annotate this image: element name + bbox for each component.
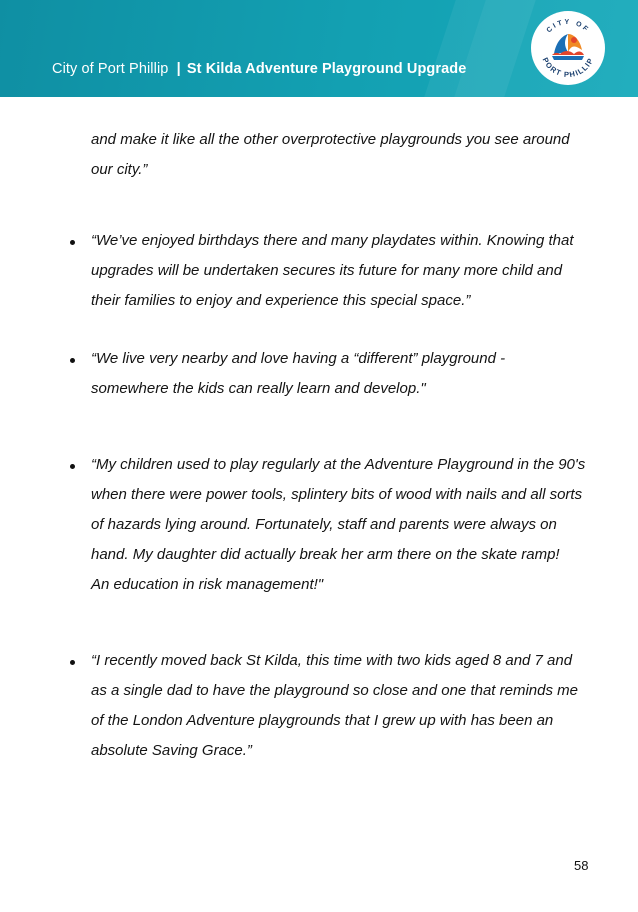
- quote-line: hand. My daughter did actually break her arm there on the skate ramp!: [91, 546, 560, 563]
- logo-text-top: CITY OF: [545, 18, 591, 35]
- quote-item: [91, 450, 591, 600]
- project-title: St Kilda Adventure Playground Upgrade: [186, 61, 467, 77]
- quote-line: “We live very nearby and love having a “different” playground -: [91, 350, 506, 367]
- quote-line: our city.”: [91, 161, 148, 178]
- title-separator: |: [176, 61, 181, 77]
- page-number: 58: [574, 858, 589, 873]
- page-header: [0, 0, 638, 97]
- quote-line: when there were power tools, splintery bits of wood with nails and all sorts: [91, 486, 583, 503]
- quote-line: somewhere the kids can really learn and develop.": [91, 380, 426, 397]
- org-name: City of Port Phillip: [52, 61, 169, 77]
- bullet-icon: [70, 660, 75, 665]
- quote-line: “I recently moved back St Kilda, this time with two kids aged 8 and 7 and: [91, 652, 573, 669]
- quote-line: “My children used to play regularly at the Adventure Playground in the 90's: [91, 456, 586, 473]
- bullet-icon: [70, 358, 75, 363]
- city-of-port-phillip-logo: [530, 10, 606, 86]
- quote-line: absolute Saving Grace.”: [91, 742, 252, 759]
- quote-item: [91, 646, 591, 766]
- quote-item: [91, 344, 591, 404]
- header-title: [52, 61, 466, 77]
- quote-line: upgrades will be undertaken secures its future for many more child and: [91, 262, 563, 279]
- quote-line: of hazards lying around. Fortunately, staff and parents were always on: [91, 516, 557, 533]
- quote-line: An education in risk management!": [91, 576, 324, 593]
- quote-line: of the London Adventure playgrounds that I grew up with has been an: [91, 712, 554, 729]
- logo-text-bottom: PORT PHILLIP: [540, 56, 596, 80]
- quote-line: “We’ve enjoyed birthdays there and many playdates within. Knowing that: [91, 232, 574, 249]
- quote-line: their families to enjoy and experience this special space.”: [91, 292, 471, 309]
- quote-continuation: [91, 125, 591, 185]
- quote-line: and make it like all the other overprotective playgrounds you see around: [91, 131, 570, 148]
- quote-line: as a single dad to have the playground so close and one that reminds me: [91, 682, 578, 699]
- bullet-icon: [70, 464, 75, 469]
- bullet-icon: [70, 240, 75, 245]
- quote-item: [91, 226, 591, 316]
